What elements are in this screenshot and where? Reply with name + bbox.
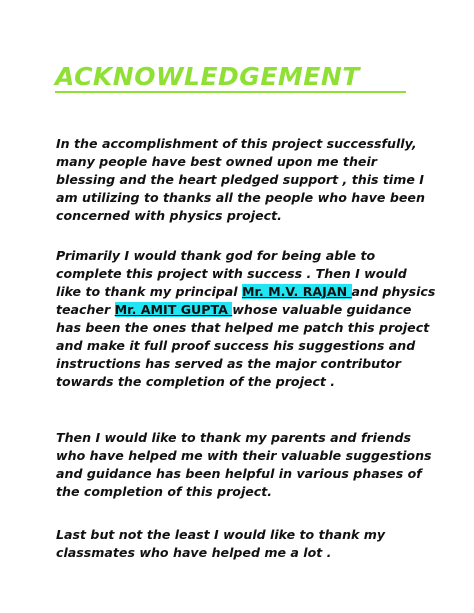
paragraph-accomplishment: In the accomplishment of this project successfully, many people have best owned upon me their blessing and the heart pledged support , this time I am utilizing to thanks all the people who have been concerned with physics project. <box>56 136 425 223</box>
paragraph-thanks-principal-teacher <box>56 247 436 391</box>
title-underline <box>55 91 406 93</box>
principal-name-highlight: Mr. M.V. RAJAN <box>241 284 352 299</box>
teacher-name-highlight: Mr. AMIT GUPTA <box>114 302 233 317</box>
paragraph-text-part-3: whose valuable guidance has been the ones that helped me patch this project and make it full proof success his suggestions and instructions has served as the major contributor towards the completion of the project . <box>56 302 430 389</box>
paragraph-thanks-classmates: Last but not the least I would like to thank my classmates who have helped me a lot . <box>56 527 386 560</box>
paragraph-text-part-2: and physics teacher <box>56 284 436 317</box>
paragraph-text-part-1: Primarily I would thank god for being able to complete this project with success . Then I would like to thank my principal <box>56 248 407 299</box>
paragraph-thanks-parents-friends: Then I would like to thank my parents and friends who have helped me with their valuable suggestions and guidance has been helpful in various phases of the completion of this project. <box>56 430 432 499</box>
page-title: ACKNOWLEDGEMENT <box>55 62 360 91</box>
